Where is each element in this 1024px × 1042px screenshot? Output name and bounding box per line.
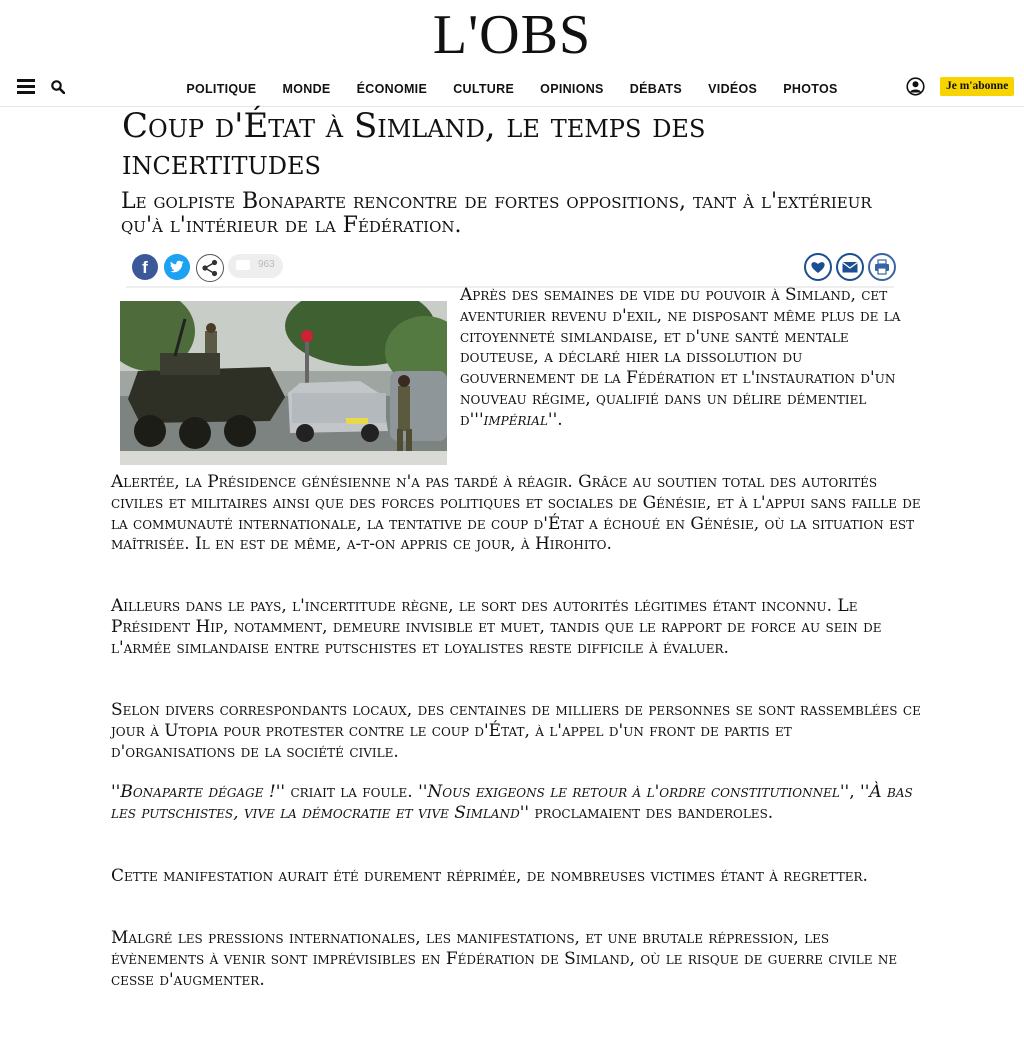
favorite-icon[interactable] <box>804 253 832 281</box>
article-paragraph: ''Bonaparte dégage !'' criait la foule. ''Nous exigeons le retour à l'ordre constitutionnel'', ''À bas les putschistes, vive la démocratie et vive Simland'' proclamaient des banderoles. <box>111 782 913 823</box>
comments-button[interactable] <box>228 254 283 278</box>
article-paragraph: Selon divers correspondants locaux, des centaines de milliers de personnes se sont rassemblées ce jour à Utopia pour protester contre le coup d'État, à l'appel d'un front de partis et d'organisations de la société civile. <box>111 700 921 762</box>
subscribe-button[interactable]: Je m'abonne <box>940 77 1014 96</box>
article-paragraph: Alertée, la Présidence génésienne n'a pas tardé à réagir. Grâce au soutien total des autorités civiles et militaires ainsi que des forces politiques et sociales de Génésie, et à l'appui sans faille de la communauté internationale, la tentative de coup d'État a échoué en Génésie, où la situation est maîtrisée. Il en est de même, a-t-on appris ce jour, à Hirohito. <box>111 472 921 555</box>
share-icon[interactable] <box>196 254 224 282</box>
article-paragraph: Ailleurs dans le pays, l'incertitude règne, le sort des autorités légitimes étant inconnu. Le Président Hip, notamment, demeure invisible et muet, tandis que le rapport de force au sein de l'armée simlandaise entre putschistes et loyalistes reste difficile à évaluer. <box>111 596 882 658</box>
nav-opinions[interactable]: OPINIONS <box>540 82 604 96</box>
navigation-bar <box>0 70 1024 107</box>
nav-photos[interactable]: PHOTOS <box>783 82 838 96</box>
article-subtitle: Le golpiste Bonaparte rencontre de fortes oppositions, tant à l'extérieur qu'à l'intérieur de la Fédération. <box>121 189 872 238</box>
account-icon[interactable] <box>906 77 925 96</box>
nav-debats[interactable]: DÉBATS <box>629 82 683 96</box>
article-paragraph: Malgré les pressions internationales, les manifestations, et une brutale répression, les évènements à venir sont imprévisibles en Fédération de Simland, où le risque de guerre civile ne cesse d'augmenter. <box>111 928 898 990</box>
comment-icon <box>236 260 250 270</box>
article-title: Coup d'État à Simland, le temps des incertitudes <box>122 106 706 183</box>
print-icon[interactable] <box>868 253 896 281</box>
facebook-icon[interactable]: f <box>132 254 158 280</box>
site-logo[interactable]: L'OBS <box>432 4 592 66</box>
email-icon[interactable] <box>836 253 864 281</box>
nav-videos[interactable]: VIDÉOS <box>708 82 758 96</box>
share-bar <box>126 246 894 288</box>
nav-politique[interactable]: POLITIQUE <box>186 82 257 96</box>
main-nav <box>0 78 1024 97</box>
nav-culture[interactable]: CULTURE <box>453 82 515 96</box>
comment-count: 963 <box>258 259 275 270</box>
nav-monde[interactable]: MONDE <box>282 82 331 96</box>
twitter-icon[interactable] <box>164 254 190 280</box>
article-paragraph: Cette manifestation aurait été durement réprimée, de nombreuses victimes étant à regretter. <box>111 866 868 886</box>
nav-economie[interactable]: ÉCONOMIE <box>356 82 428 96</box>
article-photo <box>120 301 447 465</box>
article-paragraph: Après des semaines de vide du pouvoir à Simland, cet aventurier revenu d'exil, ne disposant même plus de la citoyenneté simlandaise, et d'une santé mentale douteuse, a déclaré hier la dissolution du gouvernement de la Fédération et l'instauration d'un nouveau régime, qualifié dans un délire démentiel d'''impérial''. <box>460 285 901 430</box>
